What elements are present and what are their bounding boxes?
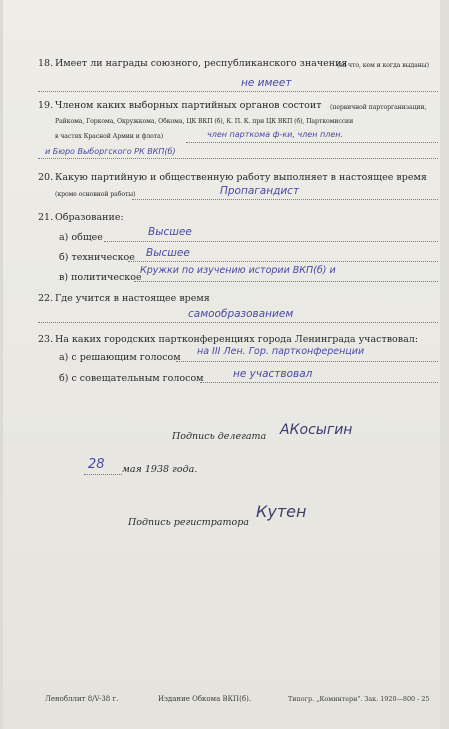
- date-day-line: [84, 474, 122, 475]
- q19-answer-line-1: [186, 142, 438, 143]
- q22-text: Где учится в настоящее время: [55, 293, 210, 304]
- q21-b-answer: Высшее: [146, 247, 190, 259]
- q20-text: Какую партийную и общественную работу выполняет в настоящее время: [55, 172, 427, 183]
- q22-answer-line: [38, 322, 438, 323]
- q18-note: (за что, кем и когда выданы): [337, 62, 429, 69]
- page-edge: [0, 0, 3, 729]
- q18-number: 18.: [38, 58, 54, 69]
- q19-text: Членом каких выборных партийных органов состоит: [55, 100, 322, 111]
- q19-note-2: Райкома, Горкома, Окружкома, Обкома, ЦК ВКП (б), К. П. К. при ЦК ВКП (б), Парткомиссии: [55, 118, 354, 125]
- q20-answer-line: [132, 199, 438, 200]
- q21-c-line: [134, 281, 438, 282]
- q21-number: 21.: [38, 212, 54, 223]
- q20-answer: Пропагандист: [220, 185, 300, 197]
- page-shadow: [440, 0, 449, 729]
- q21-c-label: в) политическое: [59, 272, 142, 283]
- q19-note-1: (первичной парторганизации,: [330, 104, 427, 111]
- registrar-signature-label: Подпись регистратора: [128, 517, 249, 528]
- q19-answer-line-2: [38, 158, 438, 159]
- registrar-signature: Кутен: [256, 502, 307, 521]
- q18-text: Имеет ли награды союзного, республиканского значения: [55, 58, 348, 69]
- footer-publisher: Издание Обкома ВКП(б).: [158, 695, 252, 703]
- q21-a-label: а) общее: [59, 232, 103, 243]
- q23-b-answer: не участвовал: [233, 368, 313, 380]
- q21-c-answer: Кружки по изучению истории ВКП(б) и: [140, 265, 336, 276]
- q23-b-label: б) с совещательным голосом: [59, 373, 204, 384]
- delegate-signature: АКосыгин: [280, 422, 353, 438]
- q23-a-label: а) с решающим голосом: [59, 352, 181, 363]
- footer-printer: Типогр. „Коминтерн". Зак. 1920—800 - 25: [288, 695, 430, 703]
- delegate-signature-label: Подпись делегата: [172, 431, 267, 442]
- date-text: мая 1938 года.: [122, 464, 198, 475]
- q18-answer: не имеет: [241, 77, 292, 89]
- q20-number: 20.: [38, 172, 54, 183]
- q19-answer-2: и Бюро Выборгского РК ВКП(б): [45, 147, 176, 156]
- q23-text: На каких городских партконференциях города Ленинграда участвовал:: [55, 334, 419, 345]
- q23-a-line: [176, 361, 438, 362]
- q19-note-3: в частях Красной Армии и флота): [55, 133, 164, 140]
- q23-number: 23.: [38, 334, 54, 345]
- q22-number: 22.: [38, 293, 54, 304]
- q23-a-answer: на III Лен. Гор. партконференции: [197, 346, 365, 357]
- q19-number: 19.: [38, 100, 54, 111]
- q18-answer-line: [38, 91, 438, 92]
- q21-text: Образование:: [55, 212, 124, 223]
- date-day: 28: [88, 457, 105, 472]
- q21-b-line: [128, 261, 438, 262]
- q20-note: (кроме основной работы): [55, 191, 136, 198]
- q23-b-line: [200, 382, 438, 383]
- q21-a-answer: Высшее: [148, 226, 192, 238]
- footer-censor: Ленобллит 8/V-38 г.: [45, 695, 119, 703]
- q22-answer: самообразованием: [188, 308, 294, 320]
- q21-a-line: [104, 241, 438, 242]
- q19-answer-1: член парткома ф-ки, член плен.: [207, 130, 344, 139]
- q21-b-label: б) техническое: [59, 252, 135, 263]
